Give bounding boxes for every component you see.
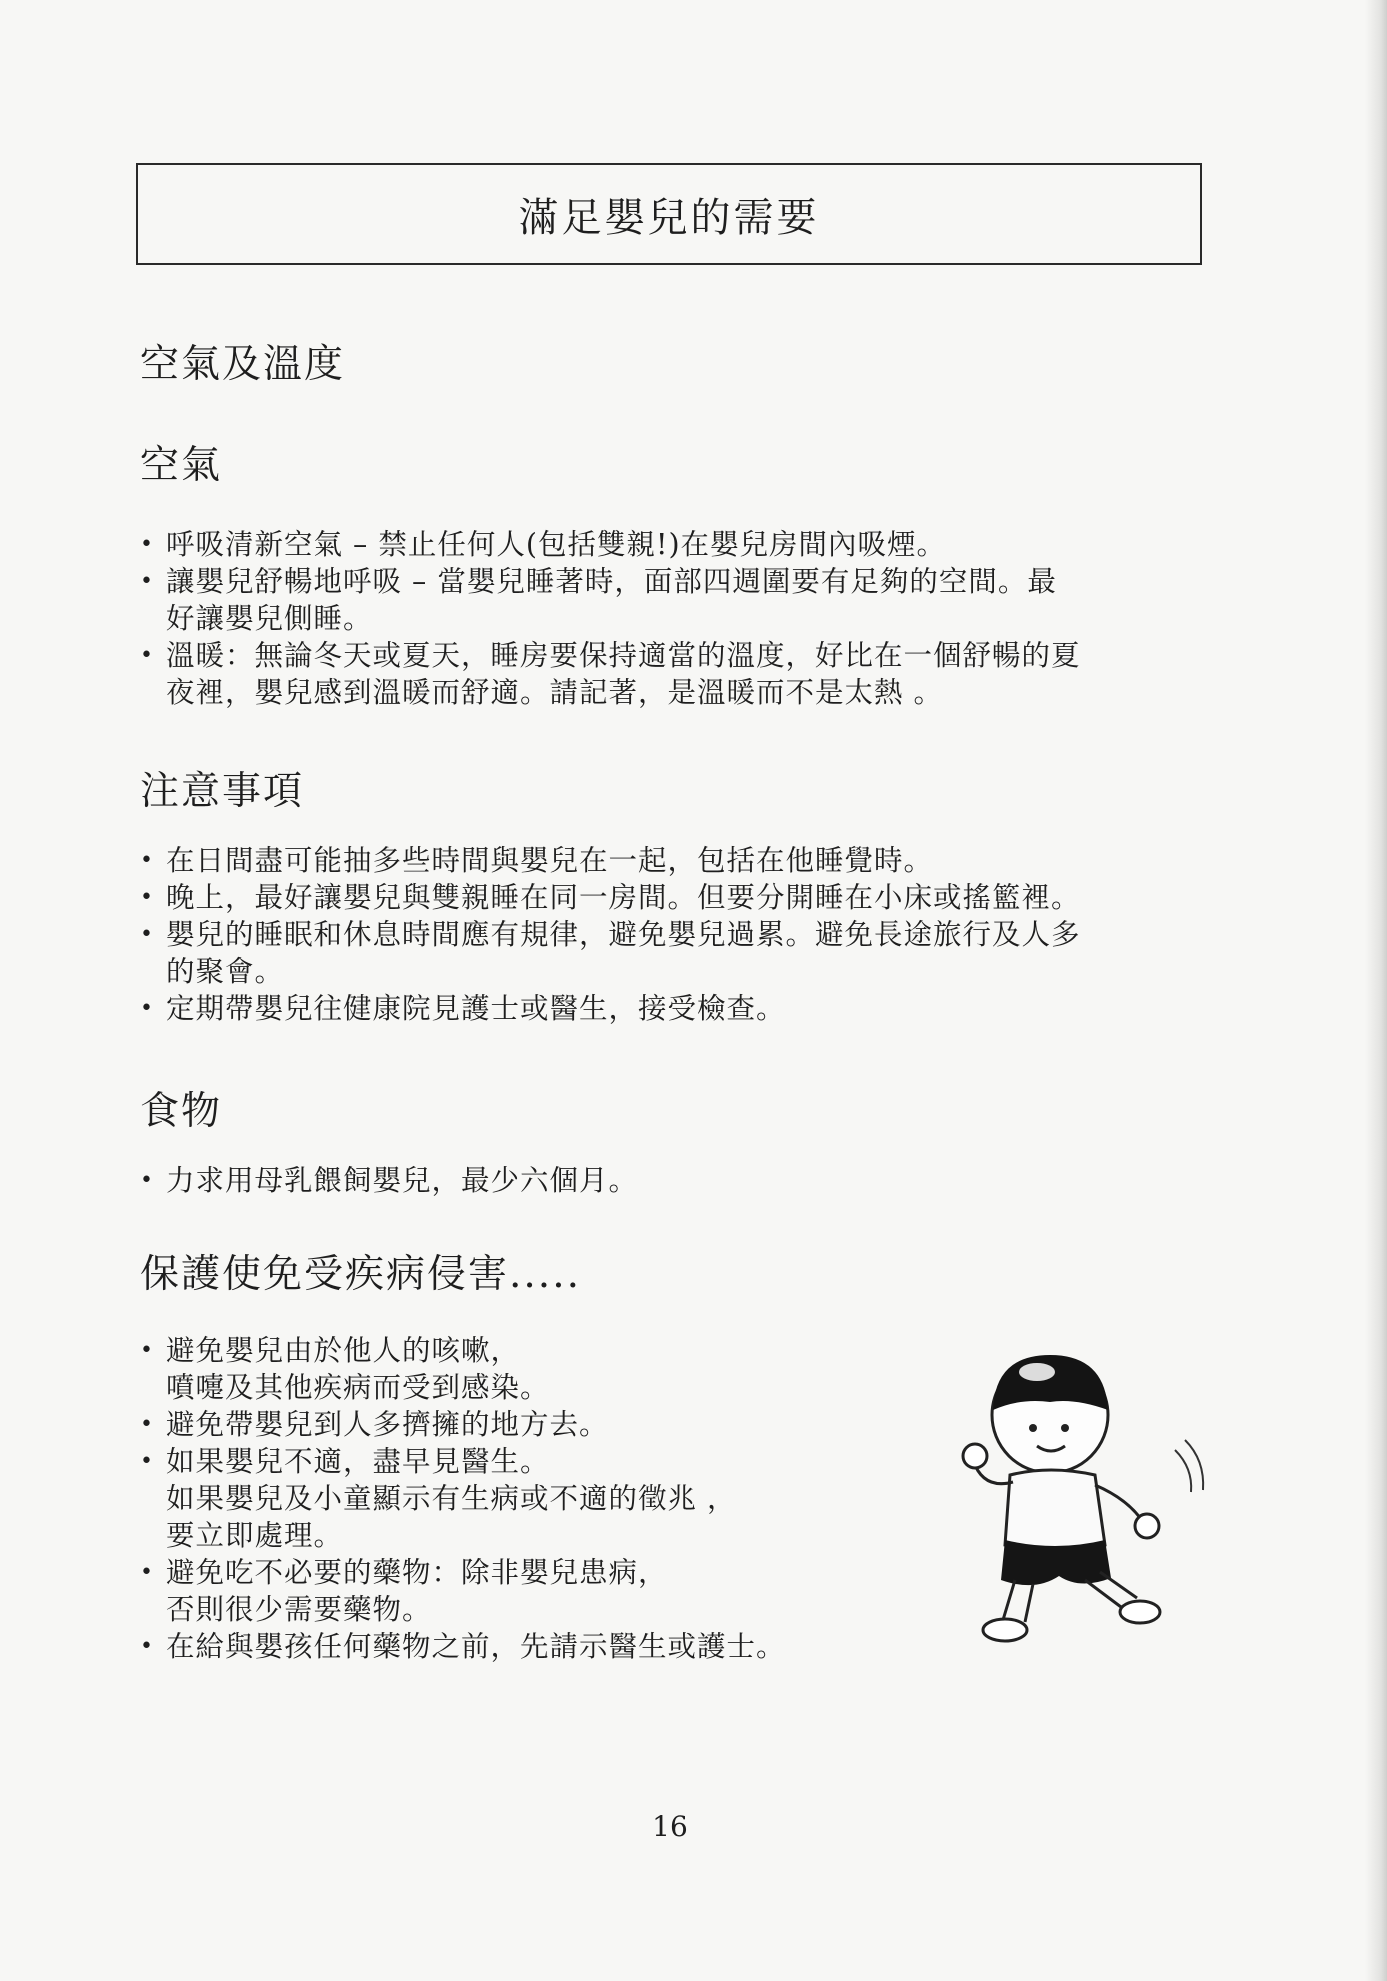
list-item: • 在給與嬰孩任何藥物之前，先請示醫生或護士。 [140,1628,940,1665]
protect-list [140,1332,940,1665]
section-heading-food: 食物 [140,1089,223,1134]
section-heading-air-temperature: 空氣及溫度 [140,342,346,387]
food-list [140,1162,1220,1199]
page-number: 16 [652,1810,688,1843]
section-heading-air: 空氣 [140,443,223,488]
list-item: • 如果嬰兒不適，盡早見醫生。 如果嬰兒及小童顯示有生病或不適的徵兆 ， 要立即處理。 [140,1443,940,1554]
cartoon-child-illustration [955,1340,1215,1660]
section-heading-protect: 保護使免受疾病侵害..... [140,1252,581,1297]
page-title: 滿足嬰兒的需要 [518,194,820,241]
list-item: • 力求用母乳餵飼嬰兒，最少六個月。 [140,1162,1220,1199]
list-item: • 呼吸清新空氣 – 禁止任何人(包括雙親!)在嬰兒房間內吸煙。 [140,526,1220,563]
list-item: • 避免吃不必要的藥物：除非嬰兒患病， 否則很少需要藥物。 [140,1554,940,1628]
list-item: • 溫暖：無論冬天或夏天，睡房要保持適當的溫度，好比在一個舒暢的夏 夜裡，嬰兒感到溫暖而舒適。請記著，是溫暖而不是太熱 。 [140,637,1220,711]
page-edge [1365,0,1387,1981]
title-box [136,163,1202,265]
list-item: • 避免帶嬰兒到人多擠擁的地方去。 [140,1406,940,1443]
list-item: • 定期帶嬰兒往健康院見護士或醫生，接受檢查。 [140,990,1220,1027]
list-item: • 晚上，最好讓嬰兒與雙親睡在同一房間。但要分開睡在小床或搖籃裡。 [140,879,1220,916]
list-item: • 讓嬰兒舒暢地呼吸 – 當嬰兒睡著時，面部四週圍要有足夠的空間。最 好讓嬰兒側睡。 [140,563,1220,637]
section-heading-notes: 注意事項 [140,769,305,814]
list-item: • 嬰兒的睡眠和休息時間應有規律，避免嬰兒過累。避免長途旅行及人多 的聚會。 [140,916,1220,990]
list-item: • 避免嬰兒由於他人的咳嗽， 噴嚏及其他疾病而受到感染。 [140,1332,940,1406]
air-list [140,526,1220,711]
list-item: • 在日間盡可能抽多些時間與嬰兒在一起，包括在他睡覺時。 [140,842,1220,879]
notes-list [140,842,1220,1027]
